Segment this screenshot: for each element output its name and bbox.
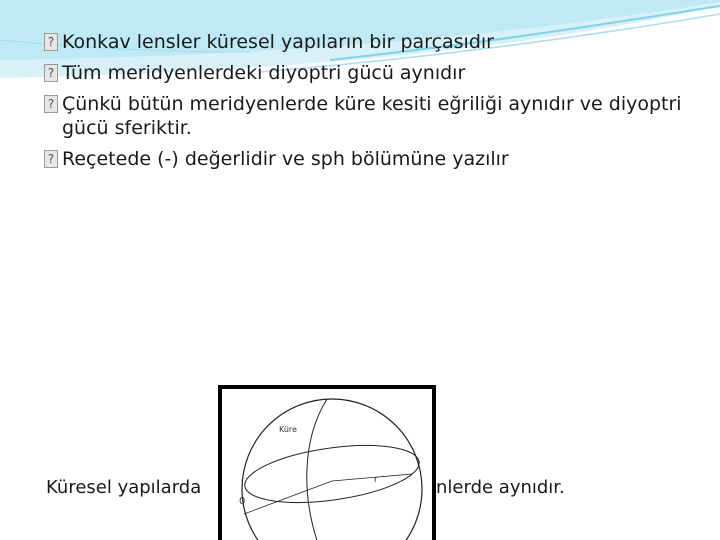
radius-label: r <box>374 475 378 485</box>
sphere-figure <box>218 385 436 540</box>
sphere-outline <box>242 399 422 540</box>
bullet-text: Reçetede (-) değerlidir ve sph bölümüne yazılır <box>62 148 509 170</box>
sphere-meridian <box>307 399 327 540</box>
bullet-item <box>44 61 694 85</box>
caption-left: Küresel yapılarda <box>46 477 202 498</box>
bullet-text: Çünkü bütün meridyenlerde küre kesiti eğriliği aynıdır ve diyoptri gücü sferiktir. <box>62 93 682 139</box>
caption-right: nlerde aynıdır. <box>436 477 565 498</box>
missing-glyph-icon: ? <box>44 33 58 51</box>
bullet-text: Tüm meridyenlerdeki diyoptri gücü aynıdır <box>62 62 466 84</box>
missing-glyph-icon: ? <box>44 150 58 168</box>
bullet-item <box>44 30 694 54</box>
missing-glyph-icon: ? <box>44 64 58 82</box>
bullet-item <box>44 92 694 140</box>
point-marker-label: 0 <box>239 496 246 507</box>
bullet-text: Konkav lensler küresel yapıların bir parçasıdır <box>62 31 494 53</box>
sphere-drawing <box>222 389 432 540</box>
bullet-item <box>44 147 694 171</box>
bullet-list <box>44 30 694 178</box>
sphere-figure-canvas <box>222 389 432 540</box>
sphere-equator <box>241 436 423 512</box>
missing-glyph-icon: ? <box>44 95 58 113</box>
sphere-radius-line <box>332 474 412 481</box>
kure-label: Küre <box>279 425 297 434</box>
